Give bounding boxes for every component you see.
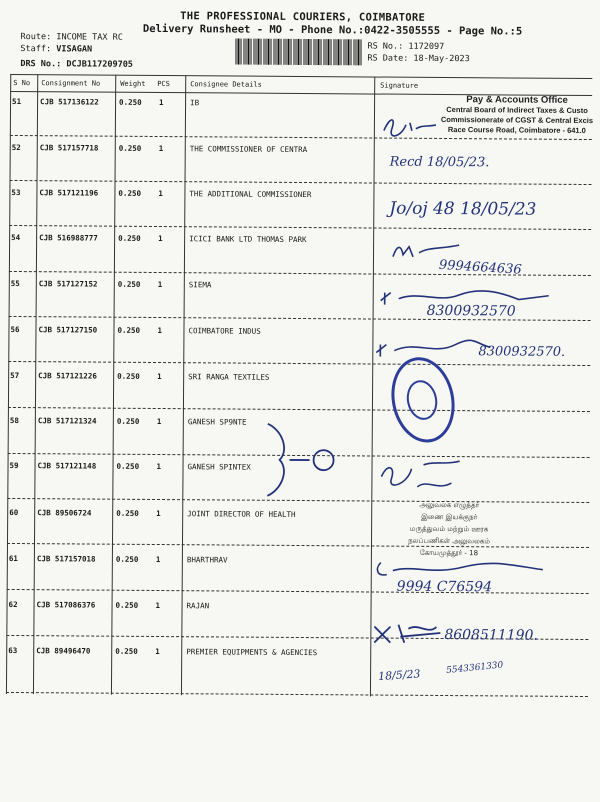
stamp-line: Pay & Accounts Office [466, 94, 568, 106]
row-pcs: 1 [158, 189, 163, 199]
stamp-line: அலுவலக எழுத்தர் [419, 500, 480, 510]
row-sno: 55 [10, 278, 20, 289]
handwritten-date: 18/5/23 [377, 667, 421, 684]
row-weight: 0.250 [119, 97, 142, 107]
row-weight: 0.250 [117, 279, 141, 289]
row-pcs: 1 [155, 600, 161, 611]
handwritten-receipt: Recd 18/05/23. [389, 154, 490, 171]
row-consignment: CJB 517136122 [40, 97, 99, 107]
handwritten-phone: 8608511190. [444, 627, 538, 644]
row-sno: 62 [8, 599, 18, 610]
row-sno: 56 [10, 324, 20, 335]
row-pcs: 1 [158, 144, 164, 154]
row-weight: 0.250 [116, 508, 139, 518]
row-consignment: CJB 517121324 [37, 416, 97, 426]
row-consignee: ICICI BANK LTD THOMAS PARK [189, 234, 307, 245]
handwritten-phone: 8300932570 [426, 302, 516, 320]
row-consignee: GANESH SPINTEX [187, 462, 251, 472]
row-sno: 53 [11, 187, 21, 198]
row-consignment: CJB 89496470 [36, 646, 91, 656]
col-header-signature: Signature [380, 81, 419, 90]
row-weight: 0.250 [118, 143, 142, 153]
table-top-border [10, 74, 592, 79]
signature-scribble [374, 337, 494, 362]
handwritten-phone: 9994 C76594 [396, 578, 493, 596]
row-pcs: 1 [155, 646, 160, 657]
row-weight: 0.250 [115, 554, 139, 564]
row-consignment: CJB 517086376 [36, 600, 96, 610]
row-consignment: CJB 517127150 [38, 325, 98, 335]
row-consignee: BHARTHRAV [186, 555, 228, 565]
row-sno: 51 [12, 96, 22, 107]
staff-label: Staff: [20, 44, 52, 55]
route-line: Route: INCOME TAX RC [20, 32, 123, 43]
staff-value: VISAGAN [56, 44, 93, 55]
row-consignment: CJB 516988777 [39, 233, 98, 243]
row-consignment: CJB 517121196 [39, 188, 99, 198]
stamp-line: கோயமுத்தூர் - 18 [419, 548, 479, 558]
row-sno: 58 [9, 415, 19, 426]
stamp-line: இணை இயக்குநர் [421, 512, 478, 522]
drs-value: DCJB117209705 [66, 59, 133, 70]
row-pcs: 1 [157, 372, 162, 382]
drs-line [20, 59, 133, 70]
runsheet-title: Delivery Runsheet - MO - Phone No.:0422-3505555 - Page No.:5 [142, 22, 523, 38]
row-pcs: 1 [156, 417, 162, 427]
row-consignee: JOINT DIRECTOR OF HEALTH [187, 509, 296, 519]
col-header-weight: Weight [120, 79, 146, 88]
row-consignee: SIEMA [188, 280, 212, 290]
col-header-pcs: PCS [157, 79, 170, 89]
row-pcs: 1 [156, 462, 162, 472]
col-header-consignment: Consignment No [41, 79, 101, 88]
row-weight: 0.250 [118, 233, 141, 243]
rs-date: RS Date: 18-May-2023 [367, 53, 470, 65]
row-sno: 60 [9, 507, 19, 518]
row-consignee: GANESH SP9NTE [187, 417, 247, 427]
stamp-line: Race Course Road, Coimbatore - 641.0 [447, 125, 586, 135]
table-row [0, 371, 600, 420]
row-pcs: 1 [156, 508, 161, 519]
bracket-mark [261, 420, 362, 501]
row-pcs: 1 [157, 280, 163, 290]
row-consignee: SRI RANGA TEXTILES [188, 372, 270, 382]
row-sno: 61 [8, 553, 18, 564]
pay-accounts-office-stamp [432, 95, 600, 136]
row-consignee: THE ADDITIONAL COMMISSIONER [189, 189, 312, 200]
row-consignment: CJB 517157018 [36, 554, 96, 564]
row-sno: 54 [11, 232, 21, 243]
barcode [235, 39, 363, 66]
row-consignee: RAJAN [186, 601, 210, 611]
signature-scribble [380, 113, 440, 141]
row-consignee: THE COMMISSIONER OF CENTRA [189, 144, 308, 155]
col-header-consignee: Consignee Details [190, 80, 262, 89]
row-sno: 59 [9, 460, 19, 471]
row-pcs: 1 [155, 554, 161, 565]
row-weight: 0.250 [116, 461, 140, 471]
rs-number: RS No.: 1172097 [367, 41, 445, 52]
row-weight: 0.250 [116, 416, 140, 426]
row-consignment: CJB 517127152 [38, 279, 98, 289]
row-consignment: CJB 517157718 [39, 143, 99, 153]
row-sno: 57 [10, 370, 20, 381]
row-weight: 0.250 [117, 371, 140, 381]
health-office-stamp [379, 499, 519, 560]
row-consignment: CJB 517121148 [37, 461, 97, 471]
company-title: THE PROFESSIONAL COURIERS, COIMBATORE [180, 10, 426, 24]
handwritten-phone: 5543361330 [445, 660, 504, 676]
handwritten-phone: 9994664636 [438, 257, 523, 278]
row-weight: 0.250 [117, 325, 141, 335]
row-weight: 0.250 [115, 646, 138, 656]
row-pcs: 1 [159, 98, 164, 108]
table-row [0, 646, 598, 695]
drs-label: DRS No.: [20, 59, 62, 70]
row-weight: 0.250 [115, 600, 139, 610]
col-header-sno: S No [13, 78, 31, 88]
stamp-line: Commissionerate of CGST & Central Excis [440, 114, 594, 126]
row-consignee: COIMBATORE INDUS [188, 326, 261, 336]
row-pcs: 1 [157, 326, 163, 336]
row-consignment: CJB 517121226 [38, 371, 97, 381]
signature-scribble [370, 618, 450, 649]
stamp-line: நலப்பணிகள் அலுவலகம் [408, 536, 490, 546]
handwritten-phone: 8300932570. [478, 344, 566, 360]
stamp-line: மருத்துவம் மற்றும் ஊரக [409, 524, 489, 534]
row-consignment: CJB 89506724 [37, 508, 92, 518]
row-pcs: 1 [158, 234, 163, 244]
signature-scribble [377, 457, 487, 498]
row-consignee: IB [190, 98, 200, 108]
staff-line [20, 44, 92, 55]
row-sno: 52 [11, 142, 21, 153]
row-sno: 63 [8, 645, 18, 656]
handwritten-receipt: Jo/oj 48 18/05/23 [389, 198, 537, 220]
table-row [1, 143, 600, 192]
row-consignee: PREMIER EQUIPMENTS & AGENCIES [186, 647, 318, 658]
row-weight: 0.250 [118, 188, 142, 198]
stamp-line: Central Board of Indirect Taxes & Custo [446, 105, 588, 116]
